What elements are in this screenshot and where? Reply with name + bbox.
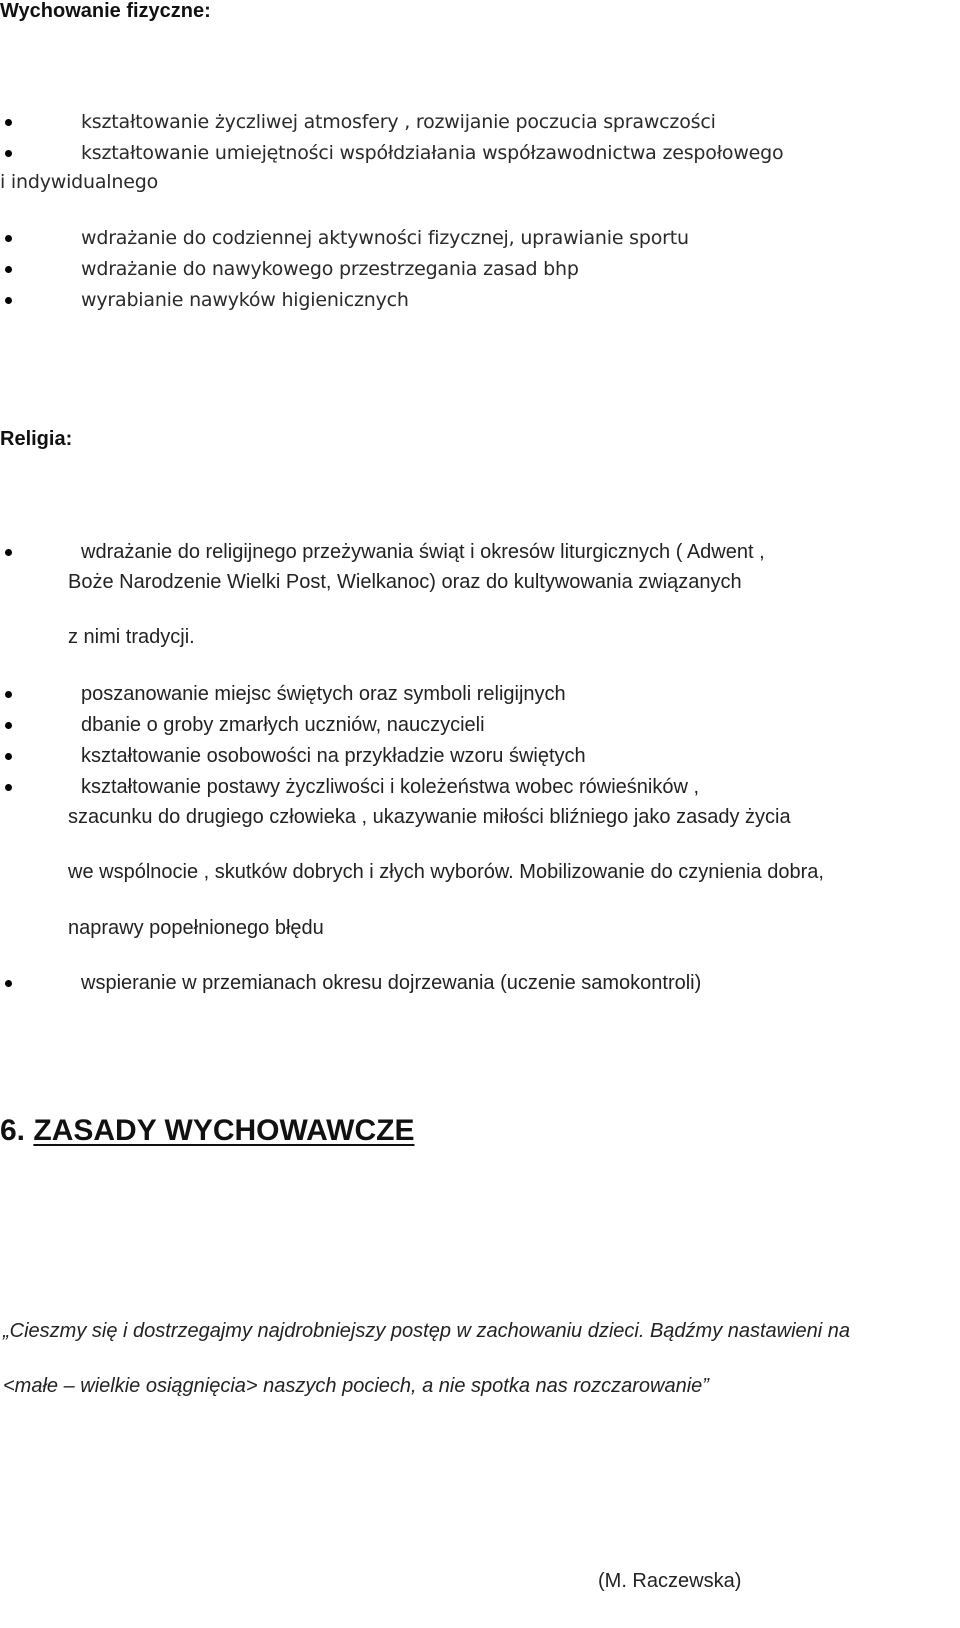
- list-item: kształtowanie osobowości na przykładzie wzoru świętych: [81, 745, 586, 767]
- bullet-icon: [5, 119, 12, 126]
- bullet-icon: [5, 235, 12, 242]
- list-item-continuation: szacunku do drugiego człowieka , ukazywanie miłości bliźniego jako zasady życia: [68, 806, 791, 828]
- quote-line: <małe – wielkie osiągnięcia> naszych pociech, a nie spotka nas rozczarowanie”: [3, 1375, 709, 1397]
- bullet-icon: [5, 297, 12, 304]
- section-heading-religion: Religia:: [0, 428, 73, 450]
- bullet-icon: [5, 150, 12, 157]
- quote-author: (M. Raczewska): [598, 1570, 742, 1592]
- section-title: ZASADY WYCHOWAWCZE: [33, 1114, 415, 1147]
- list-item-continuation: we wspólnocie , skutków dobrych i złych wyborów. Mobilizowanie do czynienia dobra,: [68, 861, 824, 883]
- bullet-icon: [5, 691, 12, 698]
- list-item-continuation: i indywidualnego: [0, 171, 159, 193]
- bullet-icon: [5, 980, 12, 987]
- bullet-icon: [5, 722, 12, 729]
- section-number: 6.: [0, 1114, 26, 1147]
- bullet-icon: [5, 266, 12, 273]
- list-item-continuation: Boże Narodzenie Wielki Post, Wielkanoc) oraz do kultywowania związanych: [68, 571, 742, 593]
- list-item: kształtowanie życzliwej atmosfery , rozwijanie poczucia sprawczości: [81, 111, 716, 133]
- list-item: wdrażanie do religijnego przeżywania świąt i okresów liturgicznych ( Adwent ,: [81, 541, 765, 563]
- bullet-icon: [5, 753, 12, 760]
- list-item: dbanie o groby zmarłych uczniów, nauczycieli: [81, 714, 485, 736]
- section-heading-rules: [0, 1114, 414, 1148]
- list-item: wdrażanie do nawykowego przestrzegania zasad bhp: [81, 258, 579, 280]
- quote-line: „Cieszmy się i dostrzegajmy najdrobniejszy postęp w zachowaniu dzieci. Bądźmy nastawieni na: [3, 1320, 851, 1342]
- list-item: wspieranie w przemianach okresu dojrzewania (uczenie samokontroli): [81, 972, 702, 994]
- list-item-continuation: z nimi tradycji.: [68, 626, 195, 648]
- list-item: wyrabianie nawyków higienicznych: [81, 289, 409, 311]
- section-heading-physical-education: Wychowanie fizyczne:: [0, 0, 211, 22]
- list-item: poszanowanie miejsc świętych oraz symboli religijnych: [81, 683, 566, 705]
- list-item: kształtowanie postawy życzliwości i koleżeństwa wobec rówieśników ,: [81, 776, 700, 798]
- bullet-icon: [5, 784, 12, 791]
- bullet-icon: [5, 549, 12, 556]
- list-item: wdrażanie do codziennej aktywności fizycznej, uprawianie sportu: [81, 227, 689, 249]
- list-item: kształtowanie umiejętności współdziałania współzawodnictwa zespołowego: [81, 142, 784, 164]
- list-item-continuation: naprawy popełnionego błędu: [68, 917, 324, 939]
